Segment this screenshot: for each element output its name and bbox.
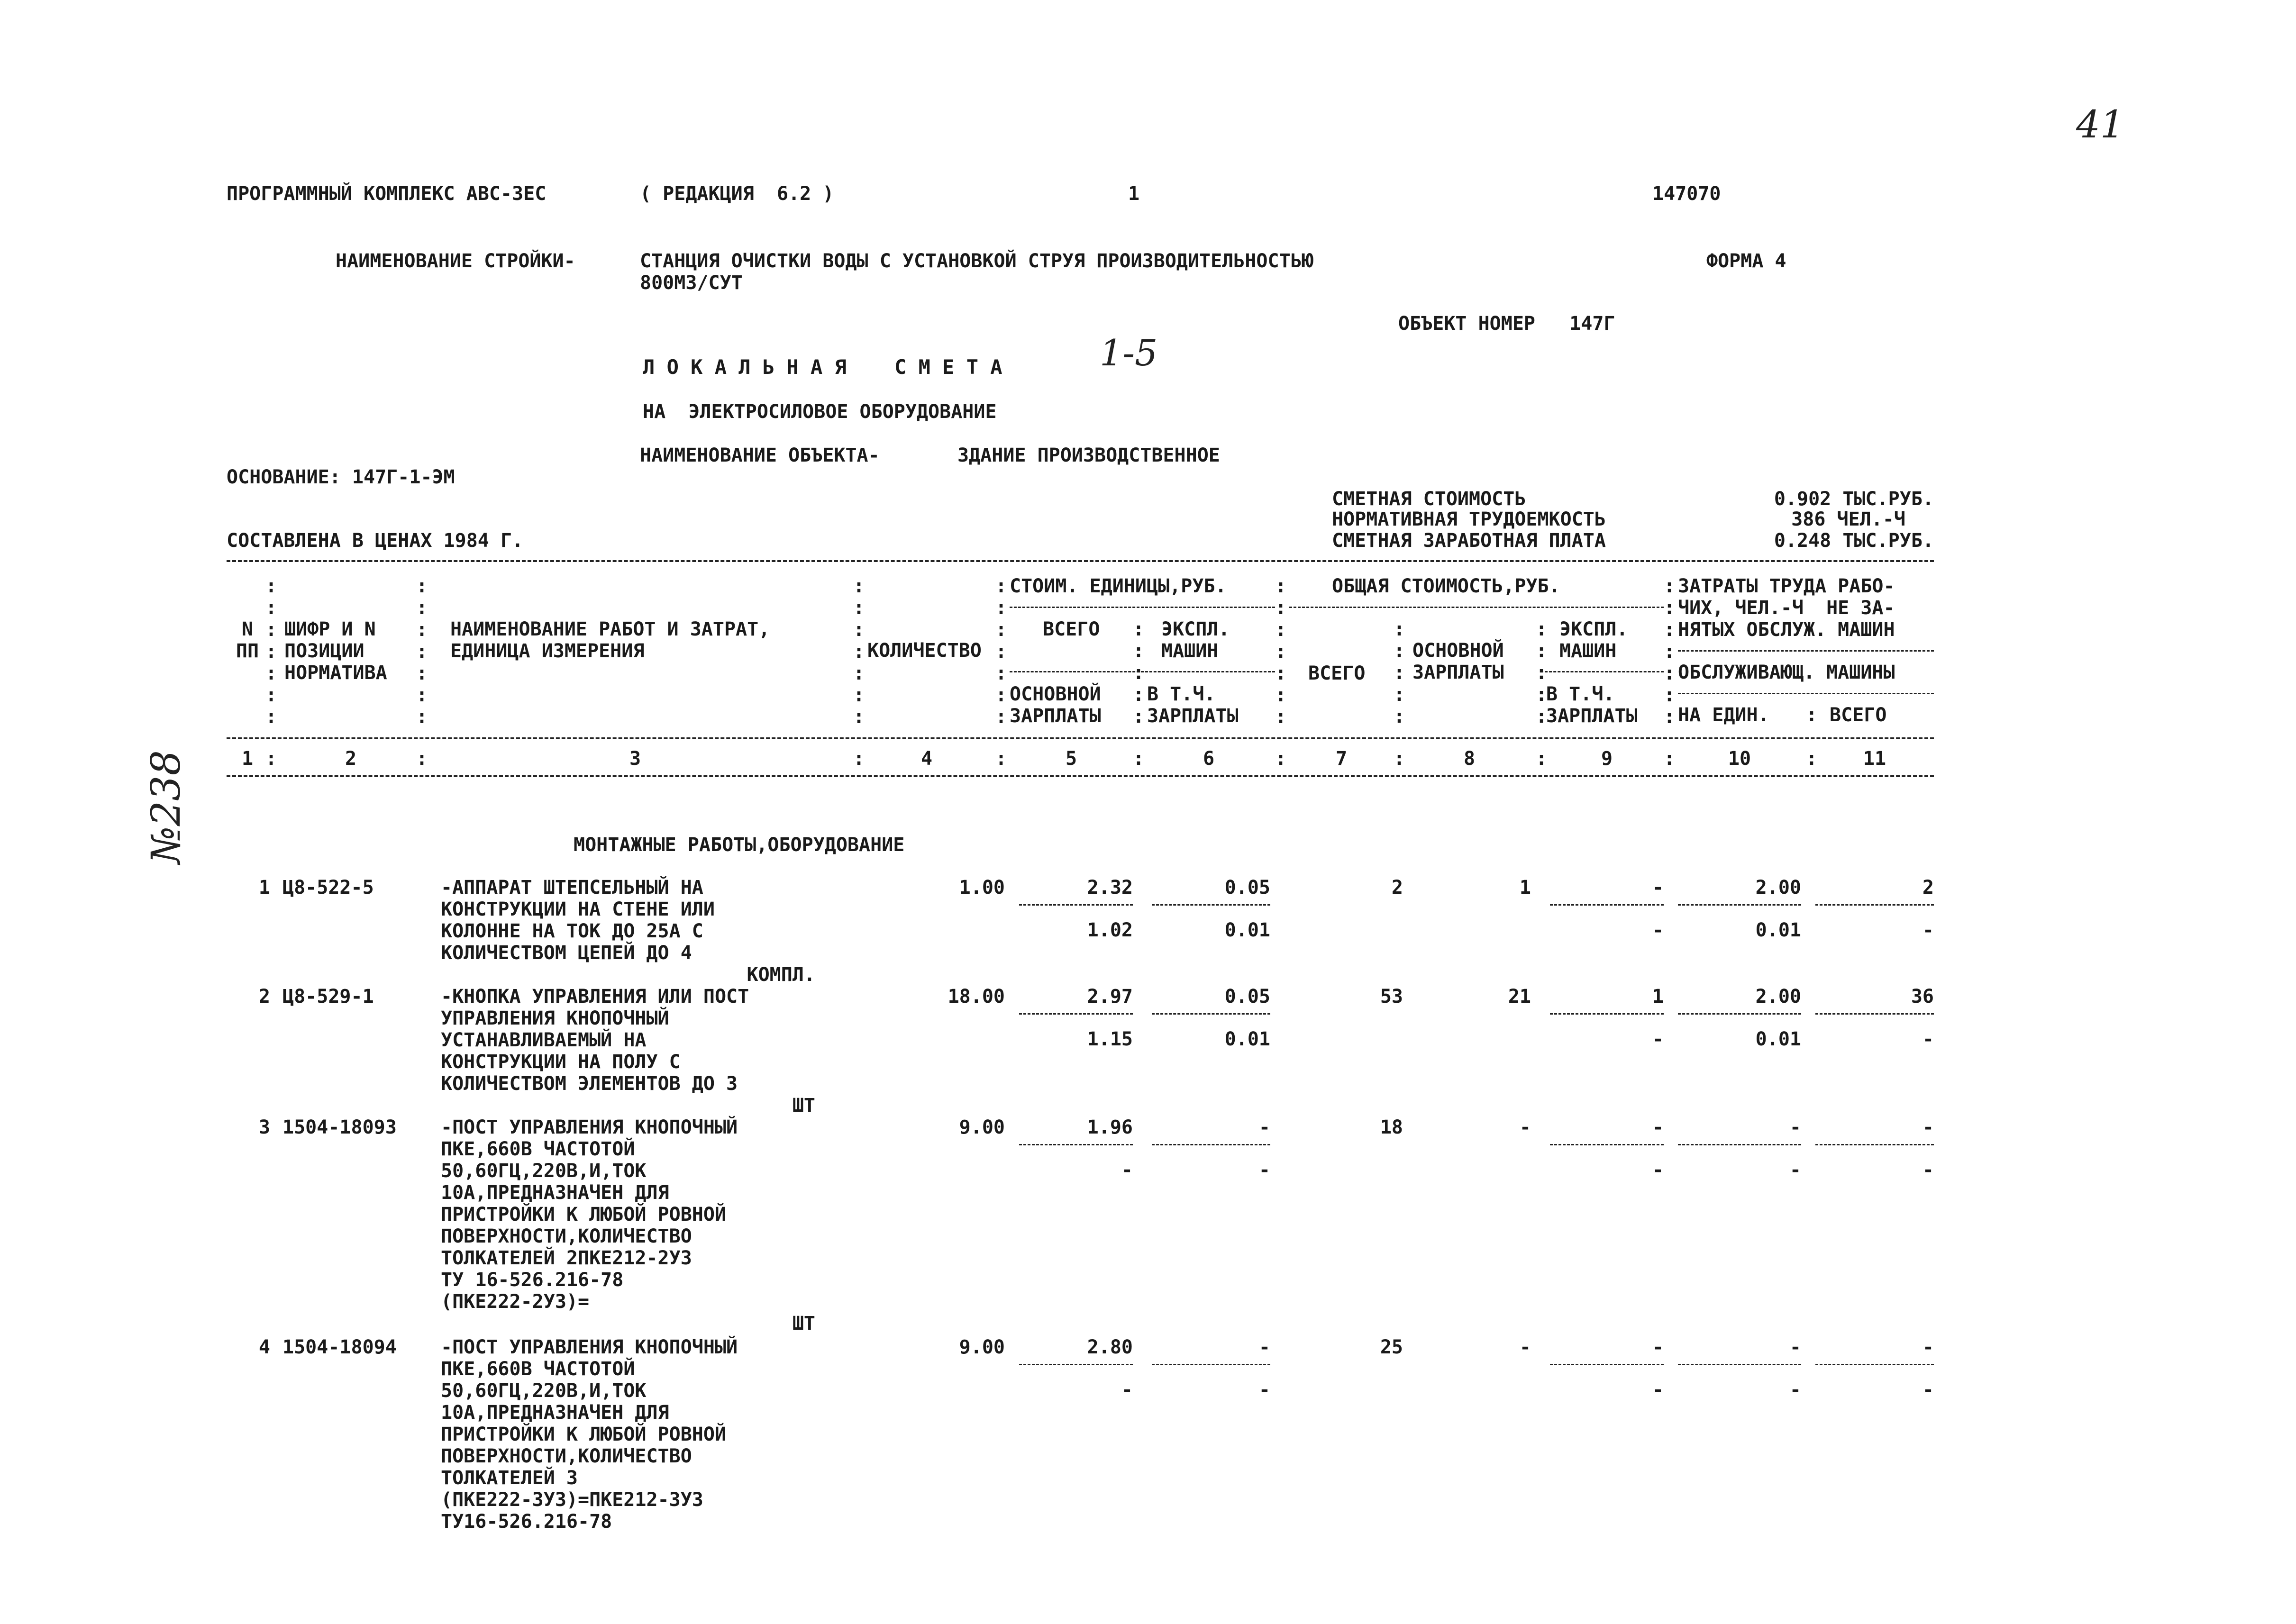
summary-value-labor: 386 ЧЕЛ.-Ч <box>1791 508 1905 530</box>
cell-divider <box>1678 904 1801 906</box>
col-header-labor-total: ВСЕГО <box>1830 704 1887 726</box>
summary-label-wage: СМЕТНАЯ ЗАРАБОТНАЯ ПЛАТА <box>1332 530 1606 552</box>
colnum-4: 4 <box>920 748 933 770</box>
col-header-unit-cost: СТОИМ. ЕДИНИЦЫ,РУБ. <box>1010 575 1227 597</box>
row-labor-mach-total: - <box>1922 919 1934 941</box>
col-header-4: КОЛИЧЕСТВО <box>867 640 982 662</box>
colnum-seps: : <box>1133 748 1145 770</box>
row-total: 18 <box>1380 1116 1403 1138</box>
row-labor-mach-unit: - <box>1789 1159 1801 1181</box>
row-description-line: (ПКЕ222-3У3)=ПКЕ212-3У3 <box>441 1489 703 1511</box>
row-unit-total: 2.97 <box>1087 986 1133 1007</box>
row-unit-mach-wage: 0.01 <box>1224 1028 1270 1050</box>
row-description-line: ТОЛКАТЕЛЕЙ 2ПКЕ212-2У3 <box>441 1247 692 1269</box>
row-labor-unit: 2.00 <box>1755 877 1801 898</box>
program-name: ПРОГРАММНЫЙ КОМПЛЕКС АВС-ЗЕС <box>227 183 547 205</box>
row-number: 2 <box>258 986 270 1007</box>
row-description-line: ПОВЕРХНОСТИ,КОЛИЧЕСТВО <box>441 1445 692 1467</box>
document-subtitle: НА ЭЛЕКТРОСИЛОВОЕ ОБОРУДОВАНИЕ <box>643 401 997 423</box>
table-header-rule <box>227 737 1934 739</box>
sep: : : : : : <box>1536 618 1548 727</box>
summary-label-cost: СМЕТНАЯ СТОИМОСТЬ <box>1332 488 1526 510</box>
summary-value-wage: 0.248 ТЫС.РУБ. <box>1774 530 1934 552</box>
row-labor-unit: - <box>1789 1116 1801 1138</box>
cell-divider <box>1152 1144 1270 1145</box>
row-unit-mach: - <box>1258 1116 1270 1138</box>
col-header-total-cost: ОБЩАЯ СТОИМОСТЬ,РУБ. <box>1332 575 1560 597</box>
colnum-10: 10 <box>1728 748 1751 770</box>
colnum-6: 6 <box>1203 748 1215 770</box>
row-unit-wage: 1.15 <box>1087 1028 1133 1050</box>
prices-year: СОСТАВЛЕНА В ЦЕНАХ 1984 Г. <box>227 530 524 552</box>
row-description-line: КОНСТРУКЦИИ НА ПОЛУ С <box>441 1051 681 1073</box>
cell-divider <box>1815 904 1934 906</box>
cell-divider <box>1678 1364 1801 1365</box>
cell-divider <box>1152 904 1270 906</box>
row-unit-wage: 1.02 <box>1087 919 1133 941</box>
colnum-1: 1 <box>241 748 254 770</box>
row-total-mach-wage: - <box>1652 919 1664 941</box>
col-header-3: НАИМЕНОВАНИЕ РАБОТ И ЗАТРАТ, ЕДИНИЦА ИЗМЕРЕНИЯ <box>450 618 770 662</box>
colnum-7: 7 <box>1335 748 1348 770</box>
colnum-8: 8 <box>1463 748 1476 770</box>
labor-rule-2 <box>1678 693 1934 694</box>
row-labor-mach-total: - <box>1922 1028 1934 1050</box>
row-total-wage: - <box>1519 1116 1531 1138</box>
row-labor-total: - <box>1922 1116 1934 1138</box>
row-quantity: 1.00 <box>959 877 1005 898</box>
cell-divider <box>1815 1144 1934 1145</box>
row-description-line: 10А,ПРЕДНАЗНАЧЕН ДЛЯ <box>441 1402 669 1424</box>
col-header-unit-total: ВСЕГО <box>1043 618 1100 640</box>
row-labor-mach-unit: 0.01 <box>1755 919 1801 941</box>
col-header-unit-mach: ЭКСПЛ. МАШИН <box>1161 618 1230 662</box>
cell-divider <box>1019 904 1133 906</box>
row-total-mach-wage: - <box>1652 1379 1664 1401</box>
construction-name: СТАНЦИЯ ОЧИСТКИ ВОДЫ С УСТАНОВКОЙ СТРУЯ ПРОИЗВОДИТЕЛЬНОСТЬЮ <box>640 250 1313 272</box>
total-cost-rule <box>1289 607 1664 608</box>
row-unit-wage: - <box>1121 1379 1133 1401</box>
edition: ( РЕДАКЦИЯ 6.2 ) <box>640 183 834 205</box>
document-code: 147070 <box>1652 183 1721 205</box>
row-description-line: (ПКЕ222-2У3)= <box>441 1291 590 1313</box>
row-description-line: 10А,ПРЕДНАЗНАЧЕН ДЛЯ <box>441 1182 669 1204</box>
row-unit: ШТ <box>792 1095 815 1116</box>
colnum-11: 11 <box>1863 748 1886 770</box>
row-total: 53 <box>1380 986 1403 1007</box>
colnum-seps: : <box>265 748 277 770</box>
row-labor-unit: 2.00 <box>1755 986 1801 1007</box>
summary-value-cost: 0.902 ТЫС.РУБ. <box>1774 488 1934 510</box>
row-description-line: ПОВЕРХНОСТИ,КОЛИЧЕСТВО <box>441 1225 692 1247</box>
basis: ОСНОВАНИЕ: 147Г-1-ЭМ <box>227 466 455 488</box>
row-description-line: ПРИСТРОЙКИ К ЛЮБОЙ РОВНОЙ <box>441 1204 727 1225</box>
col-header-total-mach-wage: В Т.Ч. ЗАРПЛАТЫ <box>1546 683 1638 727</box>
row-description-line: УСТАНАВЛИВАЕМЫЙ НА <box>441 1029 647 1051</box>
summary-label-labor: НОРМАТИВНАЯ ТРУДОЕМКОСТЬ <box>1332 508 1606 530</box>
row-total-wage: 21 <box>1508 986 1531 1007</box>
colnum-9: 9 <box>1601 748 1613 770</box>
cell-divider <box>1678 1144 1801 1145</box>
cell-divider <box>1815 1364 1934 1365</box>
total-sub-rule <box>1540 671 1664 672</box>
row-unit-mach: 0.05 <box>1224 877 1270 898</box>
cell-divider <box>1550 904 1664 906</box>
construction-name-2: 800М3/СУТ <box>640 272 743 294</box>
row-description-line: ТОЛКАТЕЛЕЙ 3 <box>441 1467 578 1489</box>
row-description-line: -ПОСТ УПРАВЛЕНИЯ КНОПОЧНЫЙ <box>441 1336 738 1358</box>
row-description-line: КОЛИЧЕСТВОМ ЦЕПЕЙ ДО 4 <box>441 942 692 964</box>
sep: : <box>1806 704 1818 726</box>
colnum-seps: : <box>416 748 428 770</box>
colnum-seps: : <box>1394 748 1405 770</box>
row-description-line: -КНОПКА УПРАВЛЕНИЯ ИЛИ ПОСТ <box>441 986 749 1007</box>
row-description-line: ПКЕ,660В ЧАСТОТОЙ <box>441 1138 635 1160</box>
col-header-unit-wage: ОСНОВНОЙ ЗАРПЛАТЫ <box>1010 683 1101 727</box>
row-quantity: 18.00 <box>948 986 1005 1007</box>
sep: : : : : : : : <box>1275 575 1287 728</box>
row-number: 4 <box>258 1336 270 1358</box>
cell-divider <box>1550 1144 1664 1145</box>
page-number: 41 <box>2076 102 2124 146</box>
row-description-line: ТУ 16-526.216-78 <box>441 1269 624 1291</box>
colnum-seps: : <box>1806 748 1818 770</box>
sep: : : : : : : : <box>416 575 428 728</box>
row-unit-mach-wage: - <box>1258 1379 1270 1401</box>
row-unit-wage: - <box>1121 1159 1133 1181</box>
row-description-line: КОНСТРУКЦИИ НА СТЕНЕ ИЛИ <box>441 898 715 920</box>
cell-divider <box>1678 1013 1801 1015</box>
row-total: 2 <box>1391 877 1403 898</box>
col-header-unit-mach-wage: В Т.Ч. ЗАРПЛАТЫ <box>1147 683 1239 727</box>
cell-divider <box>1152 1364 1270 1365</box>
table-top-rule <box>227 560 1934 562</box>
row-quantity: 9.00 <box>959 1116 1005 1138</box>
col-header-labor-mach: ОБСЛУЖИВАЮЩ. МАШИНЫ <box>1678 662 1895 683</box>
sep: : : : : : <box>1394 618 1405 727</box>
row-description-line: КОЛИЧЕСТВОМ ЭЛЕМЕНТОВ ДО 3 <box>441 1073 738 1095</box>
col-header-total-all: ВСЕГО <box>1308 662 1366 684</box>
sep: : : : : : : : <box>853 575 865 728</box>
col-header-labor-unit: НА ЕДИН. <box>1678 704 1769 726</box>
row-code: 1504-18094 <box>282 1336 397 1358</box>
document-title: Л О К А Л Ь Н А Я С М Е Т А <box>643 355 1002 379</box>
col-header-total-wage: ОСНОВНОЙ ЗАРПЛАТЫ <box>1412 640 1504 683</box>
row-description-line: ПКЕ,660В ЧАСТОТОЙ <box>441 1358 635 1380</box>
section-title: МОНТАЖНЫЕ РАБОТЫ,ОБОРУДОВАНИЕ <box>574 834 905 856</box>
colnum-3: 3 <box>629 748 641 770</box>
sheet-page: 1 <box>1128 183 1140 205</box>
margin-note: №238 <box>142 750 189 864</box>
row-labor-total: 36 <box>1911 986 1934 1007</box>
row-total: 25 <box>1380 1336 1403 1358</box>
sep: : : : : : : : <box>1664 575 1676 728</box>
sep: : : : : : : : <box>995 575 1007 728</box>
row-description-line: -ПОСТ УПРАВЛЕНИЯ КНОПОЧНЫЙ <box>441 1116 738 1138</box>
row-unit-mach-wage: - <box>1258 1159 1270 1181</box>
object-label: НАИМЕНОВАНИЕ ОБЪЕКТА- <box>640 445 880 466</box>
row-code: Ц8-522-5 <box>282 877 374 898</box>
row-unit-mach: 0.05 <box>1224 986 1270 1007</box>
row-number: 1 <box>258 877 270 898</box>
row-unit: ШТ <box>792 1313 815 1334</box>
row-description-line: ПРИСТРОЙКИ К ЛЮБОЙ РОВНОЙ <box>441 1424 727 1445</box>
cell-divider <box>1550 1364 1664 1365</box>
row-labor-mach-total: - <box>1922 1159 1934 1181</box>
cell-divider <box>1152 1013 1270 1015</box>
col-header-2: ШИФР И N ПОЗИЦИИ НОРМАТИВА <box>284 618 387 684</box>
row-total-mach: - <box>1652 1116 1664 1138</box>
row-total-mach-wage: - <box>1652 1159 1664 1181</box>
cell-divider <box>1815 1013 1934 1015</box>
cell-divider <box>1019 1144 1133 1145</box>
colnum-5: 5 <box>1065 748 1077 770</box>
cell-divider <box>1550 1013 1664 1015</box>
row-total-mach: - <box>1652 877 1664 898</box>
row-unit-total: 2.32 <box>1087 877 1133 898</box>
colnum-seps: : <box>853 748 865 770</box>
colnum-seps: : <box>1536 748 1548 770</box>
table-number-rule <box>227 775 1934 777</box>
row-code: 1504-18093 <box>282 1116 397 1138</box>
unit-cost-rule <box>1010 607 1275 608</box>
col-header-total-mach: ЭКСПЛ. МАШИН <box>1559 618 1628 662</box>
row-description-line: УПРАВЛЕНИЯ КНОПОЧНЫЙ <box>441 1007 669 1029</box>
col-header-labor: ЗАТРАТЫ ТРУДА РАБО- ЧИХ, ЧЕЛ.-Ч НЕ ЗА- НЯТЫХ ОБСЛУЖ. МАШИН <box>1678 575 1895 641</box>
row-description-line: 50,60ГЦ,220В,И,ТОК <box>441 1160 647 1182</box>
row-unit-total: 2.80 <box>1087 1336 1133 1358</box>
row-total-mach-wage: - <box>1652 1028 1664 1050</box>
row-total-mach: - <box>1652 1336 1664 1358</box>
row-description-line: ТУ16-526.216-78 <box>441 1511 612 1533</box>
row-description-line: -АППАРАТ ШТЕПСЕЛЬНЫЙ НА <box>441 877 703 898</box>
row-labor-mach-total: - <box>1922 1379 1934 1401</box>
cell-divider <box>1019 1364 1133 1365</box>
row-labor-total: - <box>1922 1336 1934 1358</box>
form-number: ФОРМА 4 <box>1706 250 1786 272</box>
row-unit-mach: - <box>1258 1336 1270 1358</box>
cell-divider <box>1019 1013 1133 1015</box>
sep: : : : : : : : <box>265 575 277 728</box>
row-total-wage: 1 <box>1519 877 1531 898</box>
col-header-1: N ПП <box>236 618 259 662</box>
object-number: ОБЪЕКТ НОМЕР 147Г <box>1398 313 1615 335</box>
row-labor-mach-unit: 0.01 <box>1755 1028 1801 1050</box>
colnum-seps: : <box>1275 748 1287 770</box>
row-unit-mach-wage: 0.01 <box>1224 919 1270 941</box>
colnum-seps: : <box>995 748 1007 770</box>
row-unit-total: 1.96 <box>1087 1116 1133 1138</box>
row-labor-unit: - <box>1789 1336 1801 1358</box>
row-description-line: 50,60ГЦ,220В,И,ТОК <box>441 1380 647 1402</box>
title-handwritten: 1-5 <box>1100 332 1158 374</box>
row-number: 3 <box>258 1116 270 1138</box>
row-description-line: КОЛОННЕ НА ТОК ДО 25А С <box>441 920 703 942</box>
labor-rule-1 <box>1678 650 1934 652</box>
row-labor-mach-unit: - <box>1789 1379 1801 1401</box>
row-total-mach: 1 <box>1652 986 1664 1007</box>
row-unit: КОМПЛ. <box>747 964 815 986</box>
colnum-seps: : <box>1664 748 1676 770</box>
row-code: Ц8-529-1 <box>282 986 374 1007</box>
object-name: ЗДАНИЕ ПРОИЗВОДСТВЕННОЕ <box>957 445 1220 466</box>
construction-label: НАИМЕНОВАНИЕ СТРОЙКИ- <box>336 250 575 272</box>
sep: : : : : : <box>1133 618 1145 727</box>
colnum-2: 2 <box>345 748 357 770</box>
row-total-wage: - <box>1519 1336 1531 1358</box>
row-labor-total: 2 <box>1922 877 1934 898</box>
row-quantity: 9.00 <box>959 1336 1005 1358</box>
